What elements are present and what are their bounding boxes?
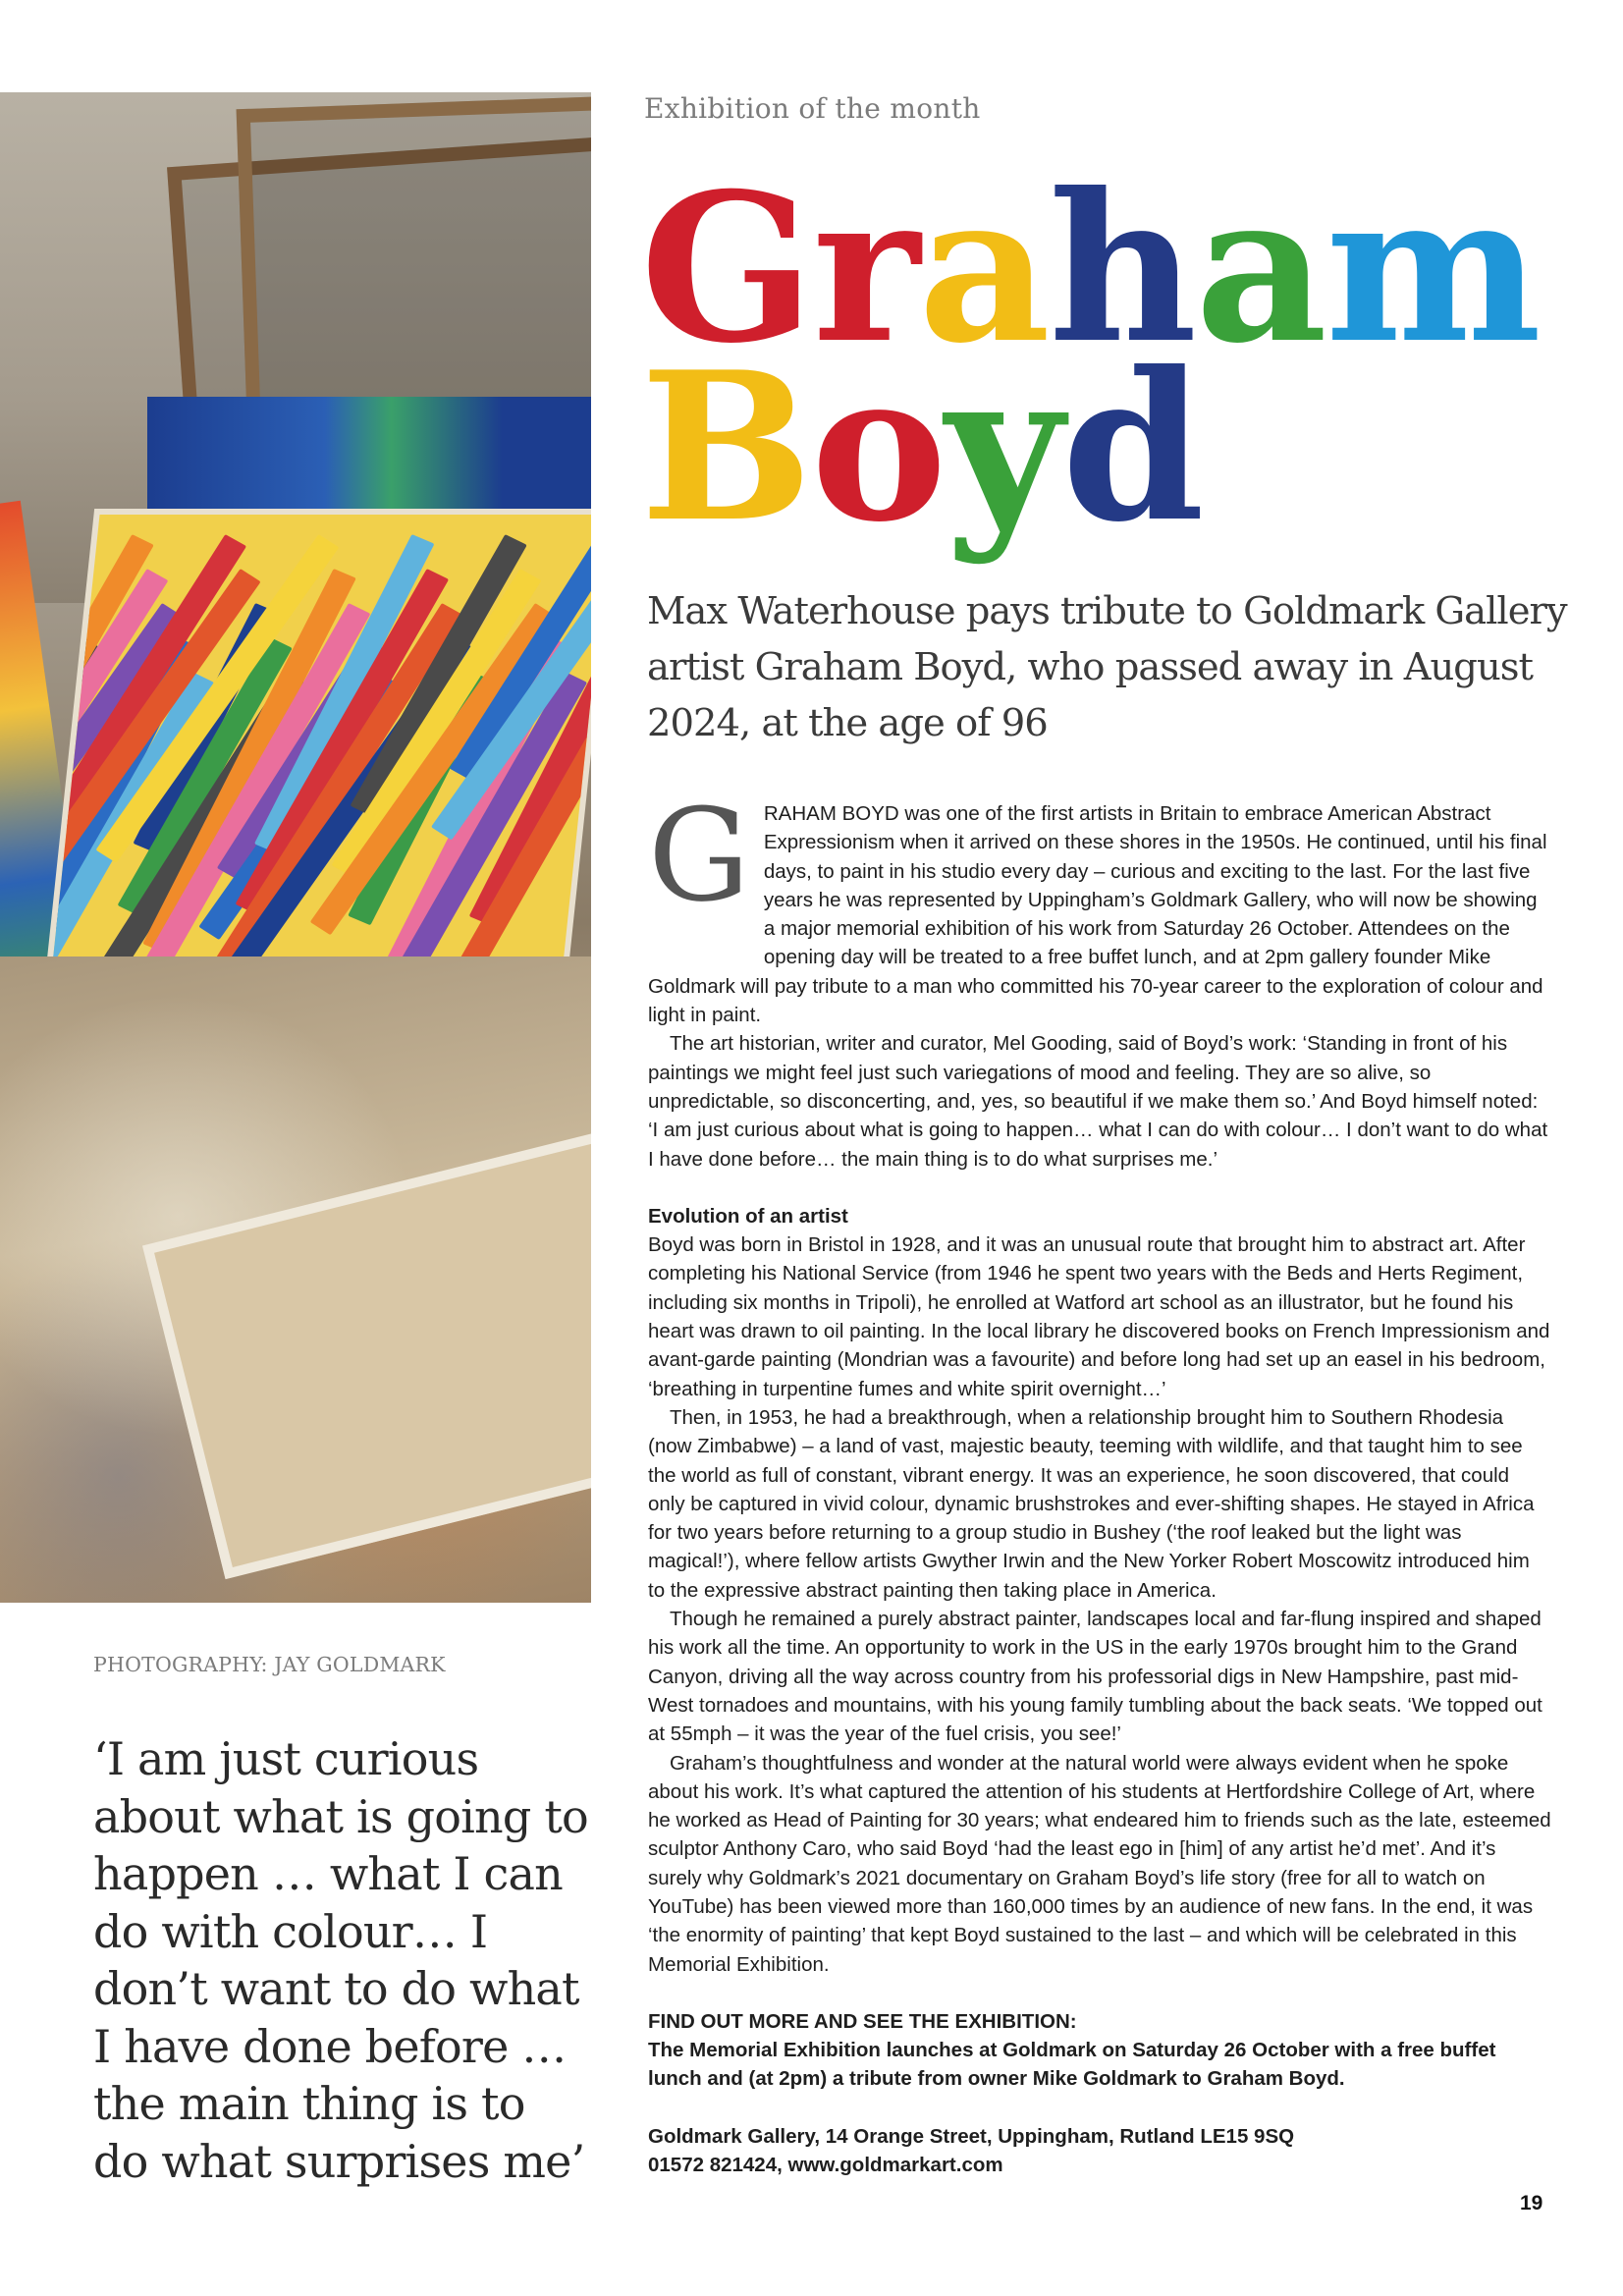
title-last-name-letter: B (640, 328, 811, 568)
title-last-name (640, 328, 1203, 568)
cta-heading: FIND OUT MORE AND SEE THE EXHIBITION: (648, 2009, 1077, 2033)
title-last-name-letter: o (810, 328, 946, 568)
paragraph: Then, in 1953, he had a breakthrough, when a relationship brought him to Southern Rhodesia (now Zimbabwe) – a land of vast, majestic beauty, teeming with wildlife, and that taught him to see the world as full of constant, vibrant energy. It was an experience, he soon discovered, that could only be captured in vivid colour, dynamic brushstrokes and ever-shifting shapes. He stayed in Africa for two years before returning to a group studio in Bushey (‘the roof leaked but the light was magical!’), where fellow artists Gwyther Irwin and the New Yorker Robert Moscowitz introduced him to the expressive abstract painting then taking place in America. (648, 1405, 1535, 1602)
article-body (648, 781, 1551, 2179)
kicker: Exhibition of the month (644, 92, 981, 125)
standfirst: Max Waterhouse pays tribute to Goldmark Gallery artist Graham Boyd, who passed away in August 2024, at the age of 96 (647, 589, 1567, 745)
gallery-address: Goldmark Gallery, 14 Orange Street, Uppingham, Rutland LE15 9SQ (648, 2124, 1295, 2148)
page-number: 19 (1520, 2192, 1543, 2214)
drop-cap: G (648, 781, 750, 930)
paragraph: Boyd was born in Bristol in 1928, and it was an unusual route that brought him to abstract art. After completing his National Service (from 1946 he spent two years with the Beds and Herts Regiment, including six months in Tripoli), he enrolled at Watford art school as an illustrator, but he found his heart was drawn to oil painting. In the local library he discovered books on French Impressionism and avant-garde painting (Mondrian was a favourite) and before long had set up an easel in his bedroom, ‘breathing in turpentine fumes and white spirit overnight…’ (648, 1233, 1550, 1400)
title-first-name-letter: h (1049, 149, 1196, 389)
paragraph: RAHAM BOYD was one of the first artists in Britain to embrace American Abstract Expressionism when it arrived on these shores in the 1950s. He continued, until his final days, to paint in his studio every day – curious and exciting to the last. For the last five years he was represented by Uppingham’s Goldmark Gallery, who will now be showing a major memorial exhibition of his work from Saturday 26 October. Attendees on the opening day will be treated to a free buffet lunch, and at 2pm gallery founder Mike Goldmark will pay tribute to a man who committed his 70-year career to the exploration of colour and light in paint. (648, 802, 1547, 1027)
title-first-name-letter: r (812, 149, 919, 389)
paragraph: The art historian, writer and curator, Mel Gooding, said of Boyd’s work: ‘Standing in front of his paintings we might feel just such variegations of mood and feeling. They are so alive, so unpredictable, so disconcerting, and, yes, so beautiful if we make them so.’ And Boyd himself noted: ‘I am just curious about what is going to happen… what I can do with colour… I don’t want to do what I have done before… the main thing is to do what surprises me.’ (648, 1032, 1548, 1171)
title-last-name-letter: y (945, 328, 1062, 568)
title-first-name-letter: a (1195, 149, 1326, 389)
pull-quote: ‘I am just curious about what is going to happen … what I can do with colour… I don’t want to do what I have done before … the main thing is to do what surprises me’ (93, 1732, 588, 2188)
title-first-name-letter: a (918, 149, 1050, 389)
paragraph: Though he remained a purely abstract painter, landscapes local and far-flung inspired and shaped his work all the time. An opportunity to work in the US in the early 1970s brought him to the Grand Canyon, driving all the way across country from his professorial digs in New Hampshire, past mid-West tornadoes and mountains, with his young family tumbling about the back seats. ‘We topped out at 55mph – it was the year of the fuel crisis, you see!’ (648, 1608, 1542, 1746)
paragraph: Graham’s thoughtfulness and wonder at the natural world were always evident when he spoke about his work. It’s what captured the attention of his students at Hertfordshire College of Art, where he worked as Head of Painting for 30 years; what endeared him to friends such as the late, esteemed sculptor Anthony Caro, who said Boyd ‘had the least ego in [him] of any artist he’d met’. And it’s surely why Goldmark’s 2021 documentary on Graham Boyd’s life story (free for all to watch on YouTube) has been viewed more than 160,000 times by an audience of new fans. In the end, it was ‘the enormity of painting’ that kept Boyd sustained to the last – and which will be celebrated in this Memorial Exhibition. (648, 1751, 1551, 1976)
section-subhead: Evolution of an artist (648, 1204, 848, 1228)
title-last-name-letter: d (1061, 328, 1203, 568)
gallery-contact: 01572 821424, www.goldmarkart.com (648, 2154, 1003, 2177)
cta-text: The Memorial Exhibition launches at Goldmark on Saturday 26 October with a free buffet lunch and (at 2pm) a tribute from owner Mike Goldmark to Graham Boyd. (648, 2039, 1496, 2091)
title-first-name-letter: G (640, 149, 813, 389)
title-first-name-letter: m (1325, 149, 1541, 389)
photo-credit: PHOTOGRAPHY: JAY GOLDMARK (93, 1653, 446, 1676)
studio-photo (0, 92, 591, 1603)
